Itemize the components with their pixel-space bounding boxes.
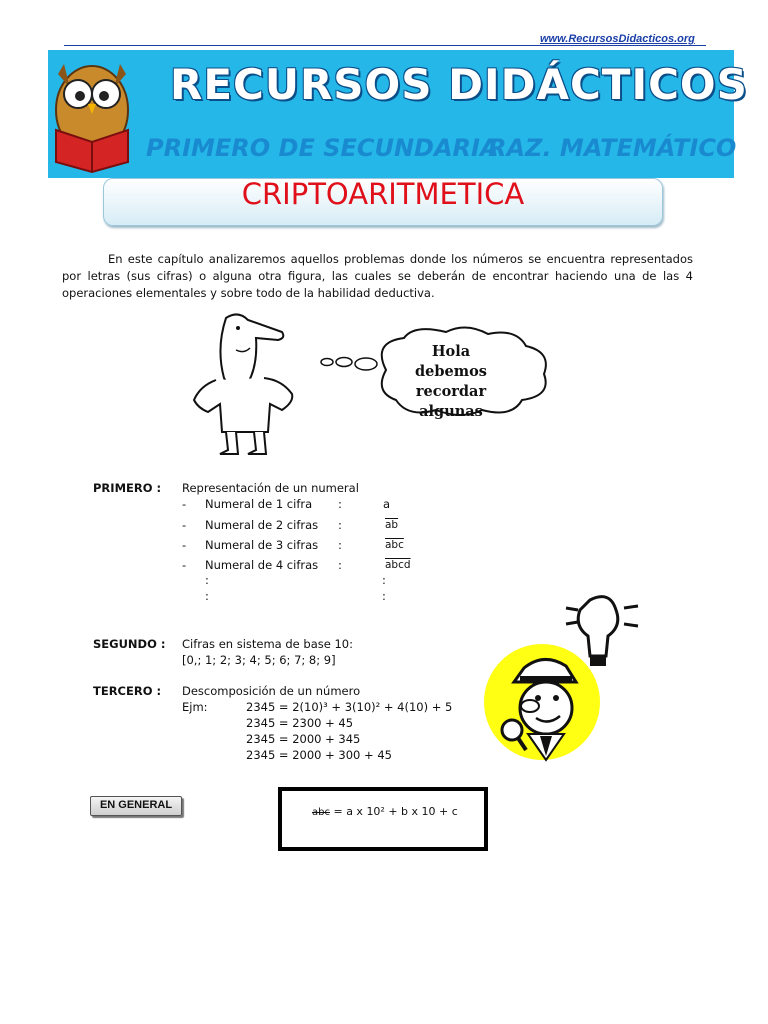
numeral-row-colon: : (338, 518, 342, 532)
decomposition-line: 2345 = 2300 + 45 (246, 716, 354, 730)
primero-label: PRIMERO : (93, 481, 162, 495)
page-title: CRIPTOARITMETICA (241, 177, 525, 211)
bubble-line: debemos (415, 363, 487, 380)
site-url[interactable]: www.RecursosDidacticos.org (540, 33, 695, 45)
segundo-line1: Cifras en sistema de base 10: (182, 637, 353, 651)
tercero-heading: Descomposición de un número (182, 684, 361, 698)
cartoon-man-icon (186, 308, 306, 458)
bubble-line: Hola (431, 343, 471, 360)
tercero-label: TERCERO : (93, 684, 162, 698)
primero-dash: - (182, 558, 187, 572)
ellipsis-colon: : (382, 573, 386, 587)
bubble-line: algunas (419, 403, 483, 420)
numeral-row-colon: : (338, 558, 342, 572)
brand-title: RECURSOS DIDÁCTICOS (170, 60, 748, 109)
intro-text: En este capítulo analizaremos aquellos problemas donde los números se encuentra representados por letras (sus cifras) o alguna otra figura, las cuales se deberán de encontrar haciendo una de las 4 operaciones elementales y sobre todo de la habilidad deductiva. (62, 252, 693, 300)
segundo-digits: [0,; 1; 2; 3; 4; 5; 6; 7; 8; 9] (182, 653, 336, 667)
numeral-row-value: abcd (385, 559, 411, 571)
owl-reading-icon (44, 52, 140, 176)
ejm-label: Ejm: (182, 700, 208, 714)
segundo-label: SEGUNDO : (93, 637, 166, 651)
formula-numeral: abc (312, 807, 330, 818)
decomposition-line: 2345 = 2(10)³ + 3(10)² + 4(10) + 5 (246, 700, 453, 714)
primero-heading: Representación de un numeral (182, 481, 359, 495)
ellipsis-colon: : (382, 589, 386, 603)
numeral-row-label: Numeral de 3 cifras (205, 538, 319, 552)
header-rule (64, 45, 706, 46)
primero-dash: - (182, 497, 187, 511)
ellipsis-colon: : (205, 589, 209, 603)
numeral-row-value: a (383, 497, 391, 511)
ellipsis-colon: : (205, 573, 209, 587)
decomposition-line: 2345 = 2000 + 345 (246, 732, 361, 746)
general-formula (312, 805, 458, 820)
primero-dash: - (182, 518, 187, 532)
grade-label: PRIMERO DE SECUNDARIA (146, 134, 499, 162)
numeral-row-value: $\overline{ab}$ (385, 519, 399, 531)
speech-bubble-text (398, 342, 504, 422)
detective-lightbulb-icon (480, 590, 650, 770)
numeral-row-colon: : (338, 538, 342, 552)
en-general-button[interactable]: EN GENERAL (90, 796, 182, 816)
subject-label: RAZ. MATEMÁTICO (488, 134, 737, 162)
numeral-row-label: Numeral de 4 cifras (205, 558, 319, 572)
formula-expansion: = a x 10² + b x 10 + c (329, 805, 458, 818)
numeral-row-label: Numeral de 2 cifras (205, 518, 319, 532)
decomposition-line: 2345 = 2000 + 300 + 45 (246, 748, 392, 762)
bubble-line: recordar (415, 383, 487, 400)
primero-dash: - (182, 538, 187, 552)
numeral-row-colon: : (338, 497, 342, 511)
numeral-row-value: $\overline{abc}$ (385, 539, 404, 551)
numeral-row-label: Numeral de 1 cifra (205, 497, 313, 511)
intro-paragraph (62, 251, 693, 302)
